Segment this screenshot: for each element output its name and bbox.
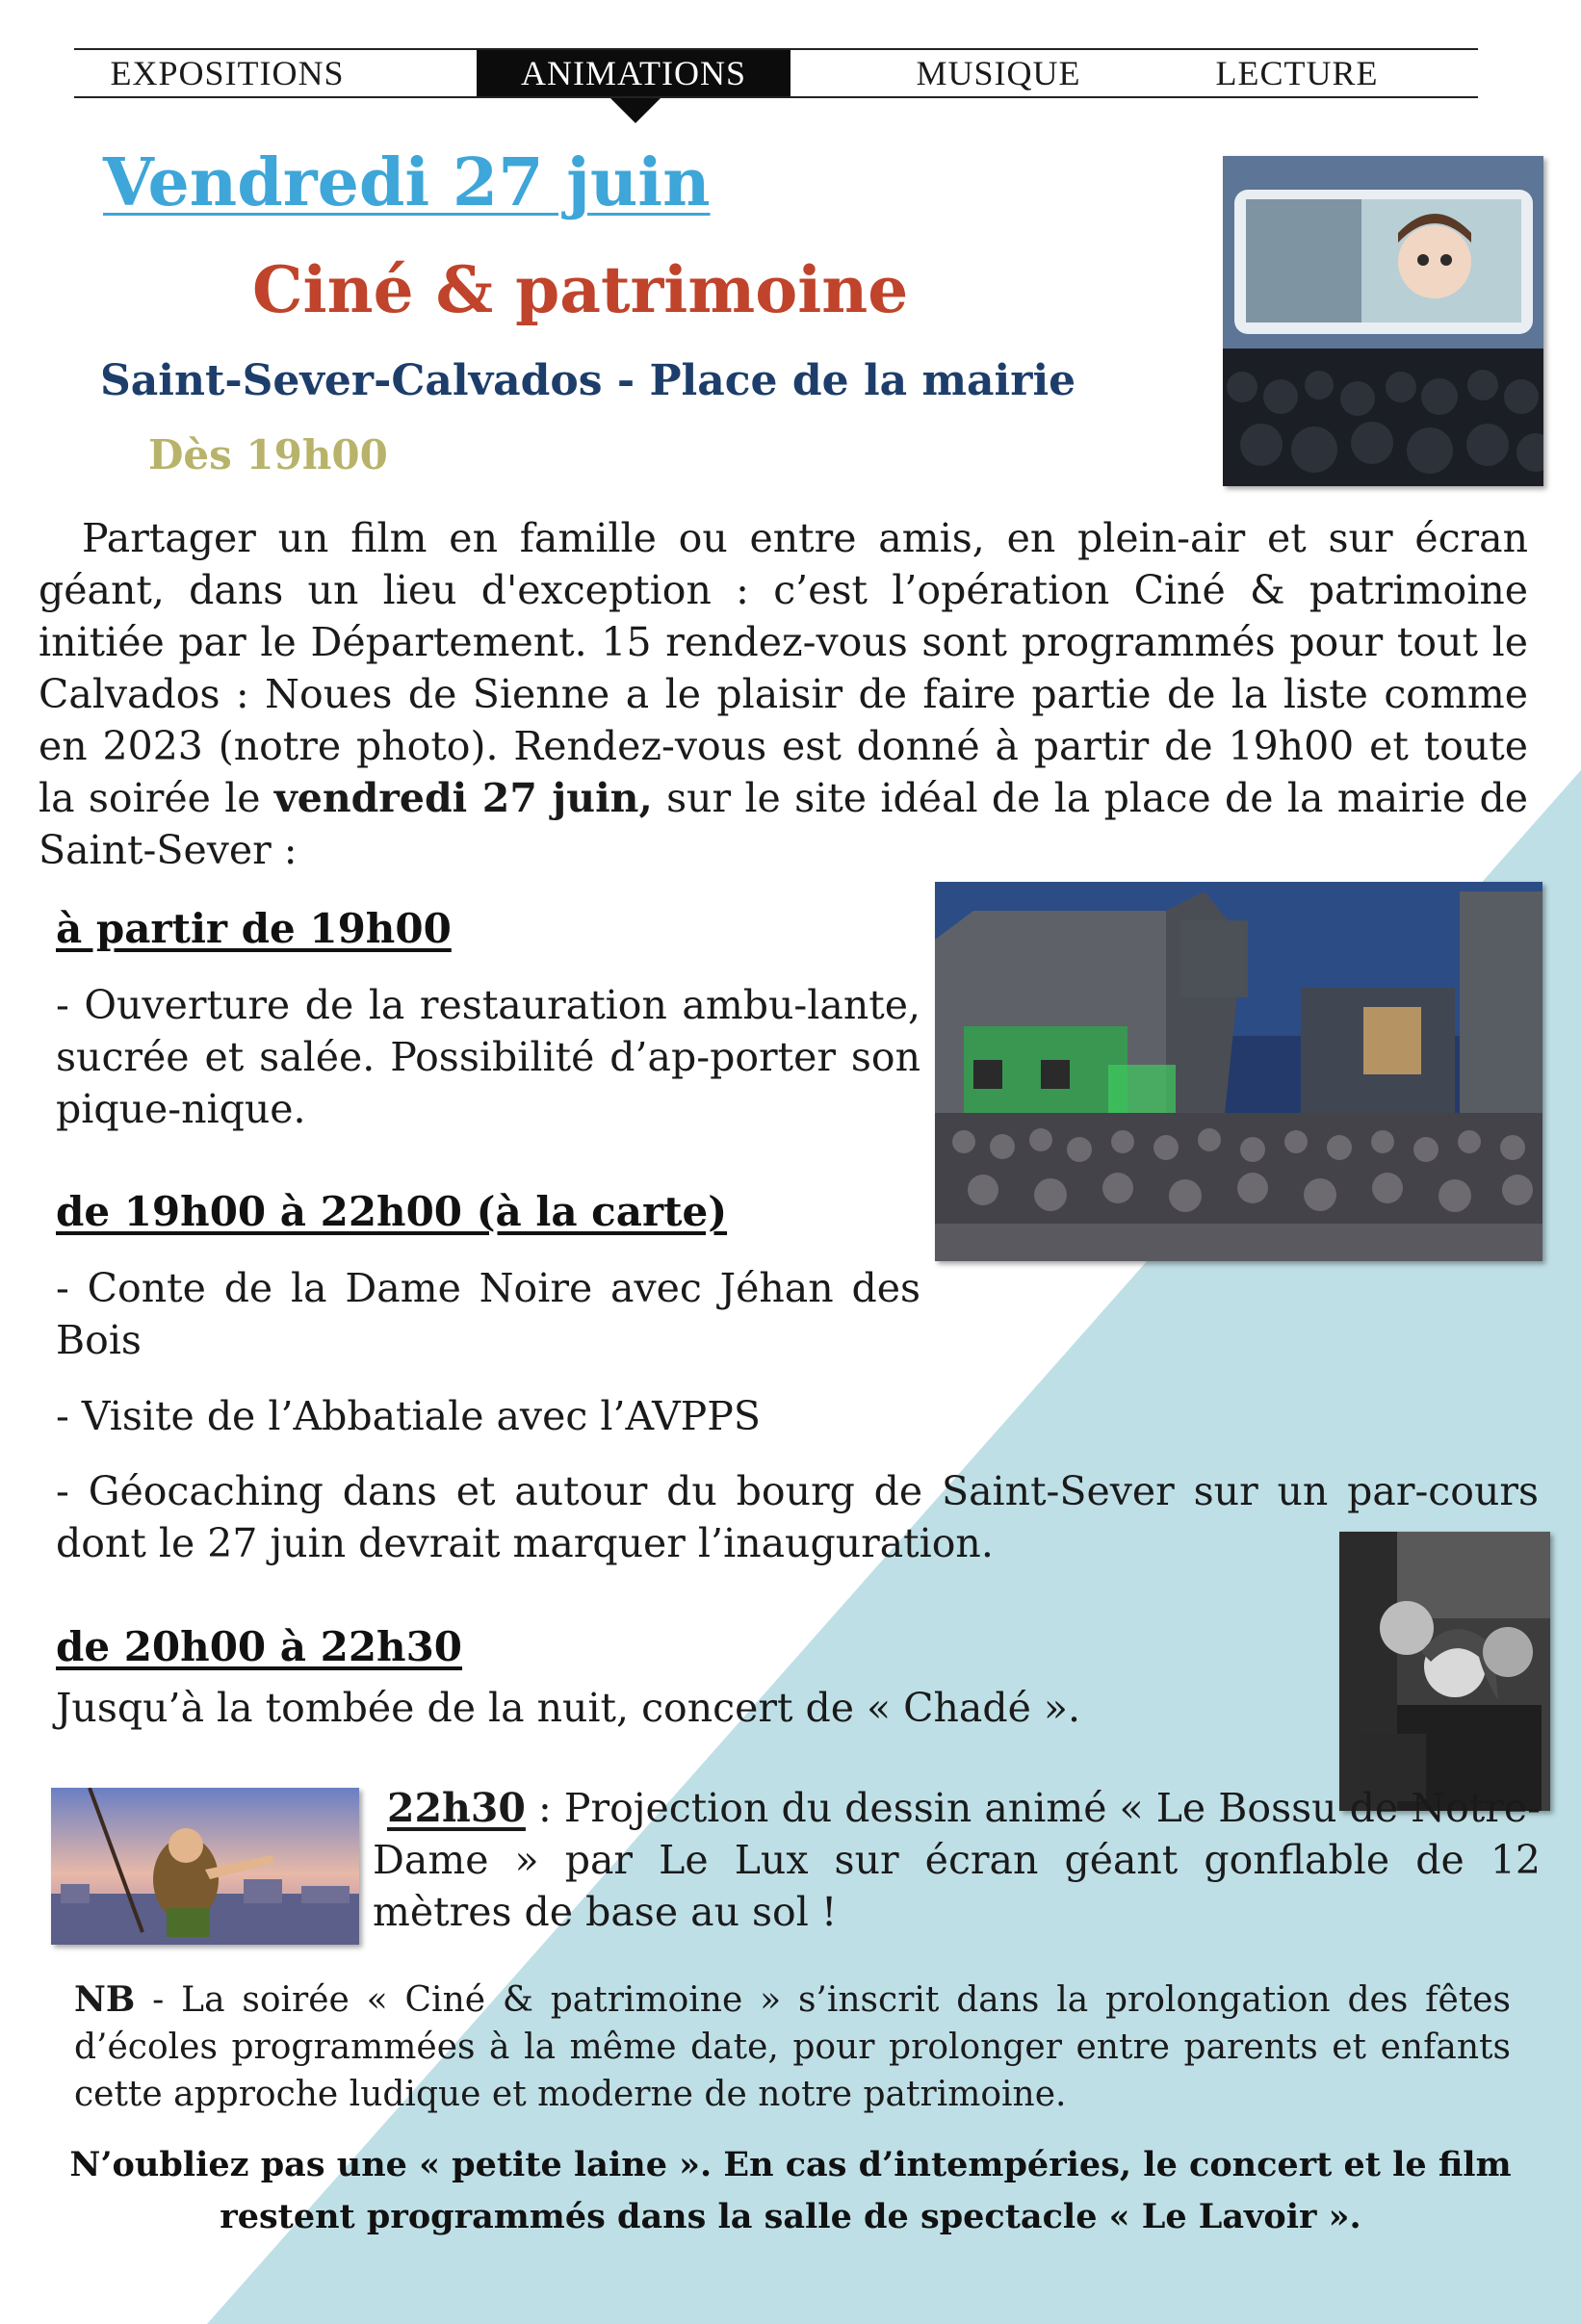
- intro-text-after: sur le site idéal de la place de la mairie de Saint-Sever :: [39, 775, 1528, 873]
- section2-item-abbatiale: - Visite de l’Abbatiale avec l’AVPPS: [56, 1393, 761, 1439]
- tab-lecture[interactable]: LECTURE: [1215, 54, 1379, 92]
- event-date: Vendredi 27 juin: [103, 144, 711, 221]
- nb-text: - La soirée « Ciné & patrimoine » s’inscrit dans la prolongation des fêtes d’écoles programmées à la même date, pour prolonger entre parents et enfants cette approche ludique et moderne de notre patrimoine.: [74, 1980, 1511, 2114]
- photo-band-chade: [1339, 1532, 1550, 1811]
- section2-item-geocaching: - Géocaching dans et autour du bourg de Saint-Sever sur un par-cours dont le 27 juin devrait marquer l’inauguration.: [56, 1468, 1539, 1566]
- active-tab-pointer: [610, 98, 661, 123]
- section4-time: 22h30: [387, 1785, 526, 1831]
- intro-paragraph: [39, 512, 1528, 876]
- nav-rule-bottom: [74, 96, 1478, 98]
- event-start-time: Dès 19h00: [148, 431, 388, 478]
- heading-20h-to-22h30: de 20h00 à 22h30: [56, 1623, 463, 1670]
- tab-expositions[interactable]: EXPOSITIONS: [110, 54, 345, 92]
- tab-musique[interactable]: MUSIQUE: [916, 54, 1081, 92]
- footer-line-2: restent programmés dans la salle de spectacle « Le Lavoir ».: [220, 2197, 1361, 2236]
- intro-text-bold: vendredi 27 juin,: [273, 775, 653, 821]
- heading-19h-to-22h: de 19h00 à 22h00 (à la carte): [56, 1188, 728, 1235]
- section-nav: [74, 48, 1478, 98]
- tab-animations[interactable]: ANIMATIONS: [477, 50, 790, 96]
- intro-text-before: Partager un film en famille ou entre amis, en plein-air et sur écran géant, dans un lieu d'exception : c’est l’opération Ciné & patrimoine initiée par le Département. 15 rendez-vous sont programmés pour tout le Calvados : Noues de Sienne a le plaisir de faire partie de la liste comme en 2023 (notre photo). Rendez-vous est donné à partir de 19h00 et toute la soirée le: [39, 515, 1528, 821]
- photo-town-hall-crowd: [935, 882, 1542, 1261]
- event-title: Ciné & patrimoine: [252, 252, 909, 327]
- section3-text: Jusqu’à la tombée de la nuit, concert de « Chadé ».: [56, 1685, 1080, 1731]
- heading-from-19h: à partir de 19h00: [56, 905, 452, 952]
- photo-bossu-notre-dame: [51, 1788, 359, 1945]
- nb-paragraph: [74, 1976, 1511, 2118]
- footer-line-1: N’oubliez pas une « petite laine ». En cas d’intempéries, le concert et le film: [69, 2145, 1512, 2184]
- section1-text: - Ouverture de la restauration ambu-lante, sucrée et salée. Possibilité d’ap-porter son pique-nique.: [56, 982, 920, 1132]
- section4-text: [373, 1782, 1541, 1938]
- photo-outdoor-cinema: [1223, 156, 1543, 486]
- nb-label: NB: [74, 1979, 136, 2020]
- event-location: Saint-Sever-Calvados - Place de la mairie: [100, 356, 1076, 405]
- section4-description: : Projection du dessin animé « Le Bossu de Notre-Dame » par Le Lux sur écran géant gonflable de 12 mètres de base au sol !: [373, 1785, 1541, 1935]
- section2-item-conte: - Conte de la Dame Noire avec Jéhan des Bois: [56, 1265, 920, 1363]
